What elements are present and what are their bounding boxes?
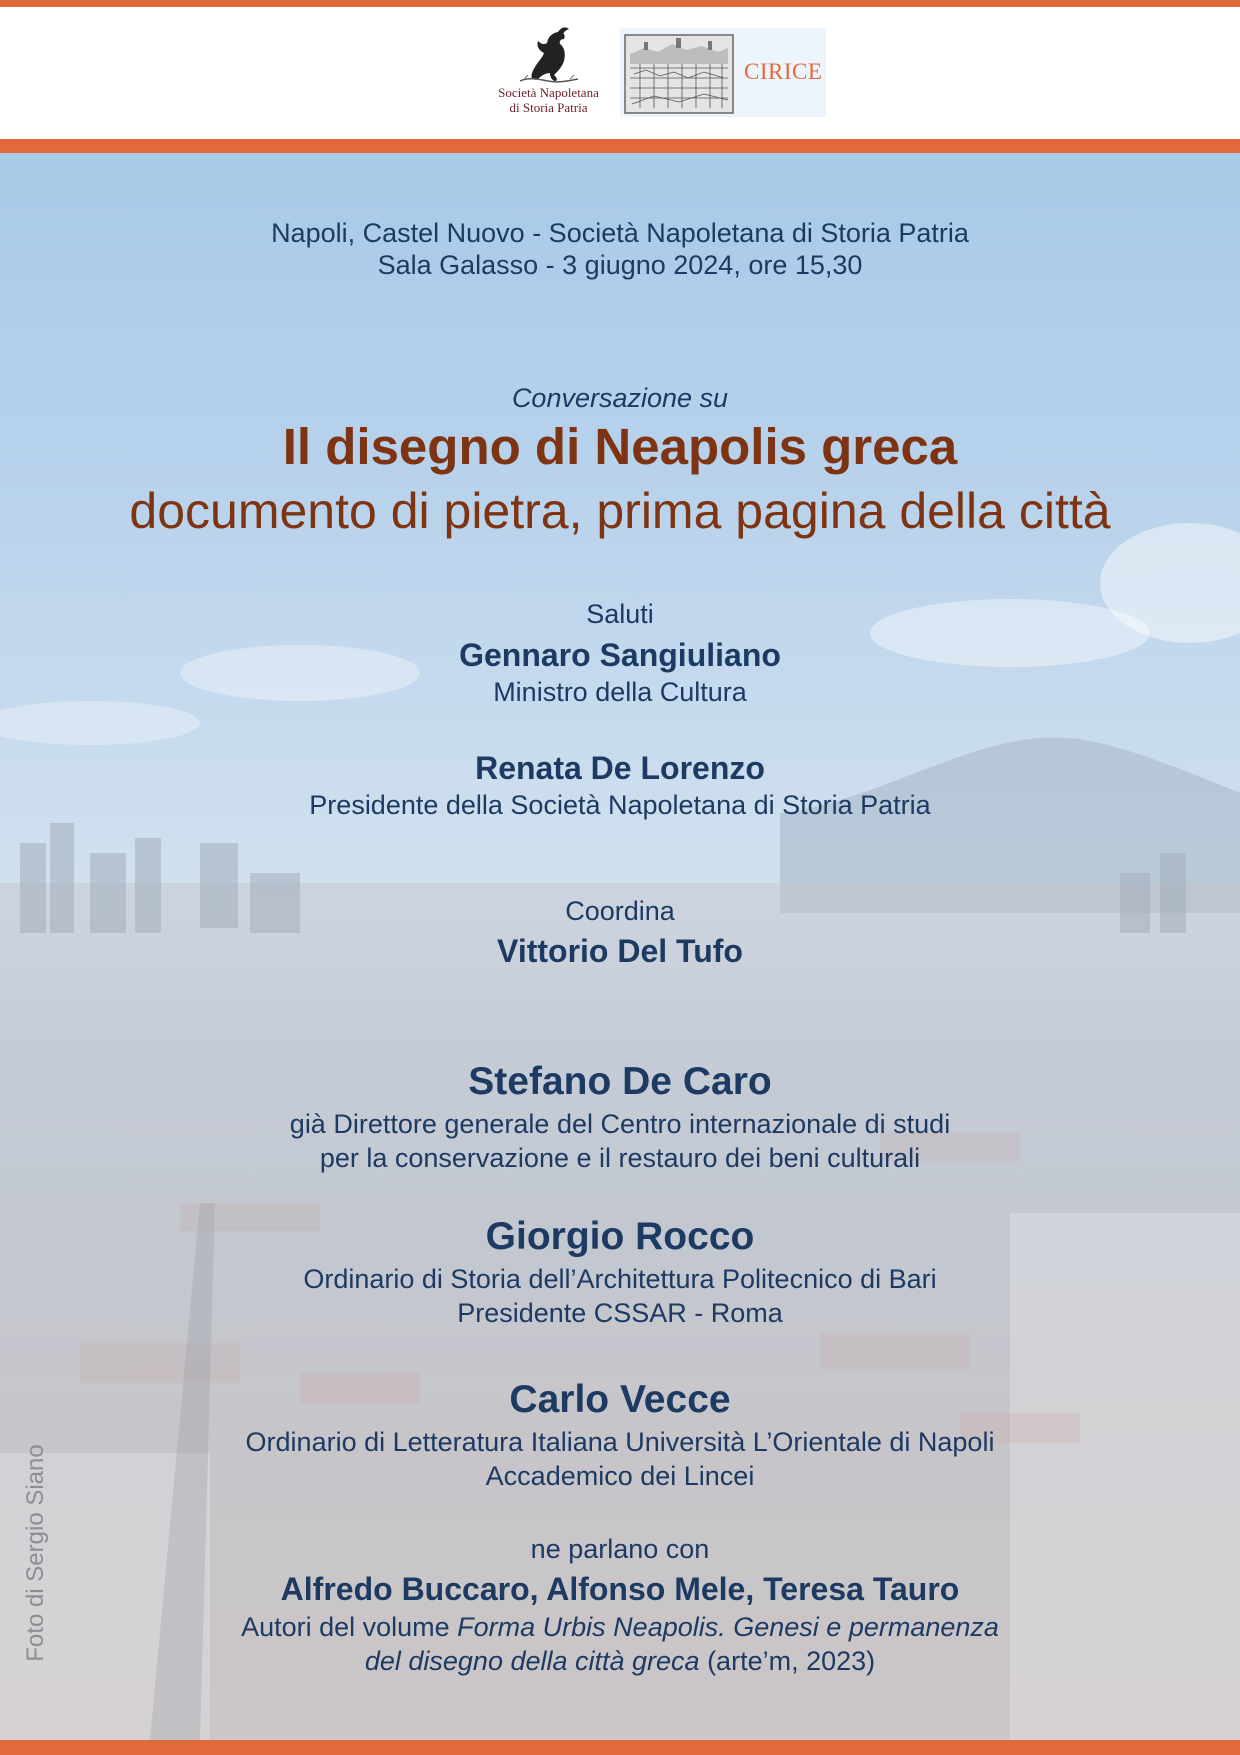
greeting-name-2: Renata De Lorenzo xyxy=(475,750,765,786)
coordination-label: Coordina xyxy=(565,896,675,926)
greeting-role-1: Ministro della Cultura xyxy=(493,677,747,707)
header-accent-bar xyxy=(0,139,1240,153)
greeting-role-2: Presidente della Società Napoletana di Storia Patria xyxy=(309,790,931,820)
greeting-name-1: Gennaro Sangiuliano xyxy=(459,637,781,673)
cirice-logo-text: CIRICE xyxy=(744,59,823,84)
book-line-1 xyxy=(0,1612,1240,1643)
speaker-role-3b: Accademico dei Lincei xyxy=(485,1461,755,1491)
subtitle: documento di pietra, prima pagina della città xyxy=(129,483,1111,539)
speaker-name-2: Giorgio Rocco xyxy=(485,1215,755,1258)
photo-credit: Foto di Sergio Siano xyxy=(22,1444,49,1662)
book-title-part-1: Forma Urbis Neapolis. Genesi e permanenza xyxy=(457,1612,999,1642)
snsp-logo xyxy=(486,23,611,131)
event-date: Sala Galasso - 3 giugno 2024, ore 15,30 xyxy=(377,250,863,280)
poster-body xyxy=(0,153,1240,1740)
book-prefix: Autori del volume xyxy=(241,1612,458,1642)
greetings-label: Saluti xyxy=(586,599,654,629)
speaker-role-2a: Ordinario di Storia dell’Architettura Politecnico di Bari xyxy=(303,1264,937,1294)
book-title-part-2: del disegno della città greca xyxy=(364,1646,700,1676)
bottom-accent-bar xyxy=(0,1740,1240,1755)
header-logos xyxy=(0,7,1240,139)
authors-names: Alfredo Buccaro, Alfonso Mele, Teresa Tauro xyxy=(280,1571,960,1607)
rampant-horse-icon xyxy=(514,23,584,85)
book-suffix: (arte’m, 2023) xyxy=(699,1646,876,1676)
main-title: Il disegno di Neapolis greca xyxy=(282,418,958,475)
snsp-logo-line1: Società Napoletana xyxy=(498,85,599,100)
coordinator-name: Vittorio Del Tufo xyxy=(497,933,743,969)
snsp-logo-line2: di Storia Patria xyxy=(509,100,588,115)
authors-label: ne parlano con xyxy=(530,1534,710,1564)
top-accent-bar xyxy=(0,0,1240,7)
cirice-logo xyxy=(620,28,826,117)
book-line-2 xyxy=(0,1646,1240,1677)
speaker-role-2b: Presidente CSSAR - Roma xyxy=(457,1298,783,1328)
speaker-name-1: Stefano De Caro xyxy=(468,1060,772,1103)
title-intro: Conversazione su xyxy=(511,383,729,413)
historic-map-icon xyxy=(624,34,734,114)
event-venue: Napoli, Castel Nuovo - Società Napoletana di Storia Patria xyxy=(271,218,969,248)
speaker-role-3a: Ordinario di Letteratura Italiana Università L’Orientale di Napoli xyxy=(245,1427,995,1457)
speaker-role-1b: per la conservazione e il restauro dei beni culturali xyxy=(319,1143,921,1173)
speaker-name-3: Carlo Vecce xyxy=(509,1378,731,1421)
speaker-role-1a: già Direttore generale del Centro internazionale di studi xyxy=(289,1109,951,1139)
